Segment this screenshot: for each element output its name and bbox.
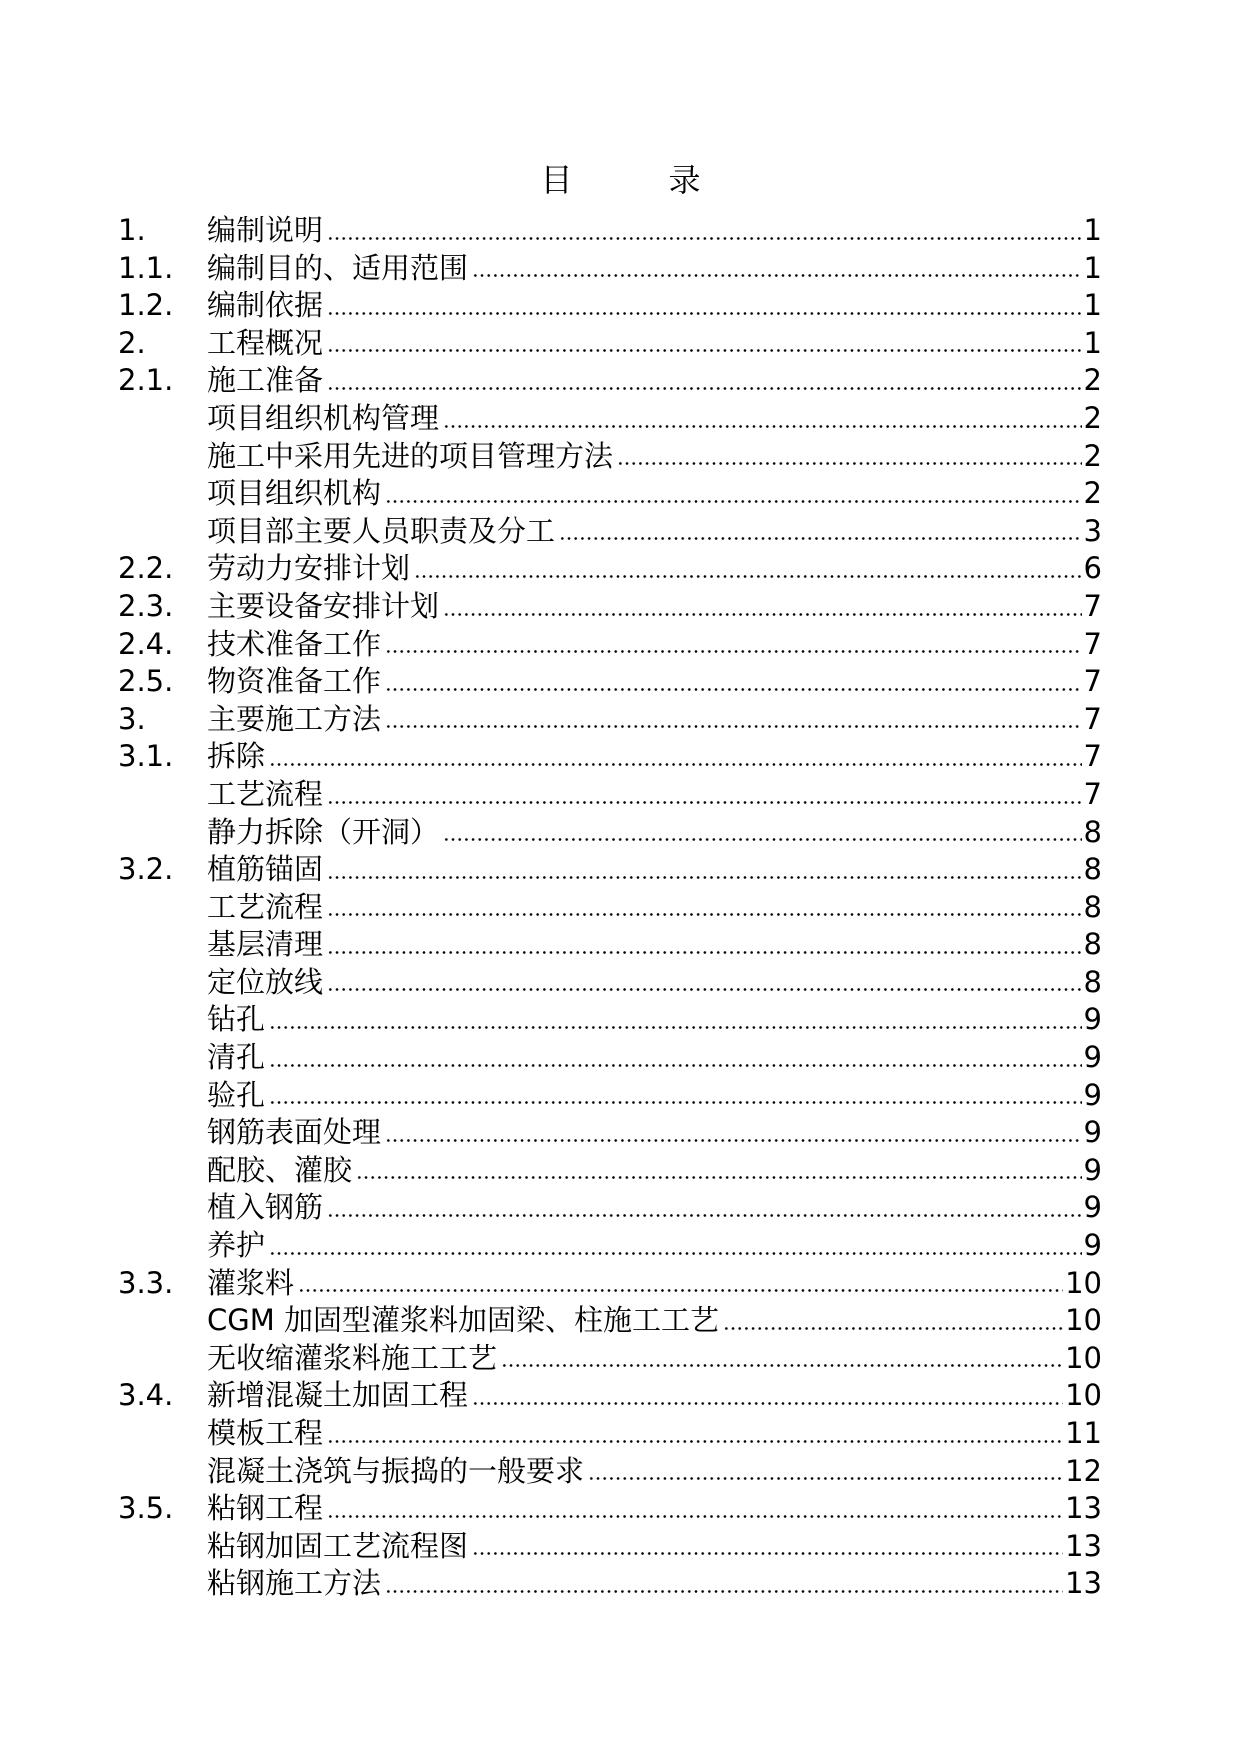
- toc-entry-title: 植入钢筋: [207, 1190, 324, 1225]
- toc-entry-page: 1: [1083, 213, 1102, 247]
- toc-entry[interactable]: [118, 1528, 1102, 1566]
- toc-entry[interactable]: [118, 287, 1102, 325]
- toc-entry[interactable]: [118, 1490, 1102, 1528]
- toc-entry-title: 劳动力安排计划: [207, 551, 411, 586]
- toc-entry-number: 2.5.: [118, 664, 174, 699]
- toc-entry-page: 9: [1083, 1040, 1102, 1075]
- toc-entry-page: 7: [1083, 588, 1102, 623]
- toc-entry-page: 7: [1083, 776, 1102, 811]
- toc-entry[interactable]: [118, 889, 1102, 927]
- toc-entry-page: 7: [1083, 664, 1102, 699]
- toc-dot-leader: [327, 362, 1082, 391]
- toc-entry-title: 施工中采用先进的项目管理方法: [207, 438, 614, 473]
- toc-entry[interactable]: [118, 738, 1102, 776]
- toc-entry-number: 2.2.: [118, 551, 174, 586]
- toc-dot-leader: [327, 325, 1082, 354]
- toc-dot-leader: [472, 250, 1082, 279]
- toc-entry-title: 钢筋表面处理: [207, 1115, 382, 1150]
- toc-entry[interactable]: [118, 1565, 1102, 1603]
- toc-entry-page: 13: [1065, 1491, 1102, 1526]
- toc-entry-number: 3.1.: [118, 739, 174, 774]
- toc-entry-page: 9: [1083, 1115, 1102, 1150]
- toc-entry-title: 配胶、灌胶: [207, 1152, 353, 1187]
- toc-heading-left: 目: [540, 161, 573, 199]
- toc-entry-title: 灌浆料: [207, 1265, 295, 1300]
- toc-entry-page: 9: [1083, 1002, 1102, 1037]
- toc-entry[interactable]: [118, 964, 1102, 1002]
- toc-entry[interactable]: [118, 701, 1102, 739]
- toc-entry-number: 3.: [118, 701, 146, 736]
- toc-entry-page: 10: [1065, 1340, 1102, 1375]
- toc-entry-title: 工程概况: [207, 325, 324, 360]
- toc-entry-page: 9: [1083, 1228, 1102, 1263]
- toc-entry-page: 8: [1083, 889, 1102, 924]
- toc-entry-page: 2: [1083, 363, 1102, 398]
- toc-entry[interactable]: [118, 1189, 1102, 1227]
- toc-entry[interactable]: [118, 1265, 1102, 1303]
- toc-entry-title: 无收缩灌浆料施工工艺: [207, 1340, 498, 1375]
- toc-entry-title: 基层清理: [207, 927, 324, 962]
- toc-entry-page: 2: [1083, 476, 1102, 511]
- toc-entry-page: 11: [1065, 1416, 1102, 1450]
- toc-entry-number: 2.3.: [118, 588, 174, 623]
- toc-entry[interactable]: [118, 1453, 1102, 1491]
- toc-dot-leader: [414, 550, 1082, 579]
- toc-entry-title: 项目组织机构管理: [207, 400, 440, 435]
- toc-entry[interactable]: [118, 475, 1102, 513]
- toc-entry-title: 静力拆除（开洞）: [207, 814, 440, 849]
- toc-dot-leader: [327, 1189, 1082, 1218]
- toc-dot-leader: [269, 738, 1082, 767]
- toc-entry-number: 1.2.: [118, 288, 174, 323]
- toc-entry-number: 3.3.: [118, 1265, 174, 1300]
- toc-entry-page: 8: [1083, 852, 1102, 887]
- toc-dot-leader: [269, 1001, 1082, 1030]
- toc-entry-title: 项目组织机构: [207, 476, 382, 511]
- toc-entry-title: 粘钢工程: [207, 1491, 324, 1526]
- toc-entry-title: 编制说明: [207, 213, 324, 247]
- toc-dot-leader: [269, 1077, 1082, 1106]
- toc-entry-title: 新增混凝土加固工程: [207, 1378, 469, 1413]
- toc-entry[interactable]: [118, 438, 1102, 476]
- toc-entry[interactable]: [118, 325, 1102, 363]
- toc-entry[interactable]: [118, 814, 1102, 852]
- toc-entry[interactable]: [118, 1039, 1102, 1077]
- toc-entry-page: 1: [1083, 325, 1102, 360]
- toc-dot-leader: [327, 776, 1082, 805]
- toc-dot-leader: [327, 1490, 1063, 1519]
- toc-entry[interactable]: [118, 1152, 1102, 1190]
- toc-entry-number: 2.4.: [118, 626, 174, 661]
- toc-entry-title: 主要设备安排计划: [207, 588, 440, 623]
- toc-entry-title: 粘钢施工方法: [207, 1566, 382, 1601]
- toc-dot-leader: [269, 1039, 1082, 1068]
- toc-entry-page: 6: [1083, 551, 1102, 586]
- toc-entry[interactable]: [118, 1001, 1102, 1039]
- toc-entry-title: 编制依据: [207, 288, 324, 323]
- toc-entry[interactable]: [118, 250, 1102, 288]
- toc-entry[interactable]: [118, 1114, 1102, 1152]
- toc-dot-leader: [298, 1265, 1063, 1294]
- toc-dot-leader: [443, 400, 1082, 429]
- toc-dot-leader: [472, 1377, 1063, 1406]
- toc-entry-title: 清孔: [207, 1040, 266, 1075]
- toc-entry[interactable]: [118, 1077, 1102, 1115]
- toc-entry-title: 编制目的、适用范围: [207, 250, 469, 285]
- toc-entry[interactable]: [118, 1302, 1102, 1340]
- toc-entry-page: 8: [1083, 964, 1102, 999]
- toc-dot-leader: [327, 287, 1082, 316]
- toc-entry-number: 3.5.: [118, 1491, 174, 1526]
- toc-entry-page: 1: [1083, 288, 1102, 323]
- toc-entry-number: 1.: [118, 213, 146, 247]
- toc-entry[interactable]: [118, 1340, 1102, 1378]
- toc-entry-title: 模板工程: [207, 1416, 324, 1450]
- toc-dot-leader: [617, 438, 1082, 467]
- toc-list: [118, 212, 1102, 1603]
- toc-dot-leader: [385, 1114, 1082, 1143]
- toc-heading-right: 录: [668, 161, 701, 199]
- toc-dot-leader: [501, 1340, 1063, 1369]
- toc-entry-title: 验孔: [207, 1077, 266, 1112]
- toc-entry-title: 物资准备工作: [207, 664, 382, 699]
- toc-entry-page: 8: [1083, 927, 1102, 962]
- toc-entry-page: 13: [1065, 1566, 1102, 1601]
- toc-dot-leader: [356, 1152, 1082, 1181]
- toc-entry-number: 1.1.: [118, 250, 174, 285]
- toc-entry-title: 工艺流程: [207, 776, 324, 811]
- toc-dot-leader: [588, 1453, 1063, 1482]
- toc-dot-leader: [327, 926, 1082, 955]
- toc-dot-leader: [385, 663, 1082, 692]
- toc-entry-title: 植筋锚固: [207, 852, 324, 887]
- toc-entry-title: 主要施工方法: [207, 701, 382, 736]
- toc-dot-leader: [559, 513, 1082, 542]
- toc-dot-leader: [723, 1302, 1063, 1331]
- toc-entry-page: 8: [1083, 814, 1102, 849]
- toc-entry-page: 2: [1083, 400, 1102, 435]
- toc-entry[interactable]: [118, 1415, 1102, 1453]
- toc-entry[interactable]: [118, 1377, 1102, 1415]
- toc-entry-number: 2.1.: [118, 363, 174, 398]
- toc-entry-number: 2.: [118, 325, 146, 360]
- toc-entry-title: 定位放线: [207, 964, 324, 999]
- toc-entry[interactable]: [118, 776, 1102, 814]
- toc-dot-leader: [269, 1227, 1082, 1256]
- toc-entry-title: 技术准备工作: [207, 626, 382, 661]
- toc-entry-title: 混凝土浇筑与振捣的一般要求: [207, 1453, 585, 1488]
- toc-entry[interactable]: [118, 926, 1102, 964]
- toc-entry[interactable]: [118, 513, 1102, 551]
- toc-dot-leader: [327, 1415, 1063, 1444]
- toc-entry[interactable]: [118, 1227, 1102, 1265]
- toc-entry-page: 10: [1065, 1265, 1102, 1300]
- toc-entry-page: 7: [1083, 739, 1102, 774]
- toc-entry-page: 9: [1083, 1077, 1102, 1112]
- toc-dot-leader: [385, 626, 1082, 655]
- toc-entry-title: CGM 加固型灌浆料加固梁、柱施工工艺: [207, 1303, 719, 1338]
- toc-entry-page: 13: [1065, 1528, 1102, 1563]
- toc-dot-leader: [385, 1565, 1063, 1594]
- toc-entry-title: 钻孔: [207, 1002, 266, 1037]
- toc-entry-title: 项目部主要人员职责及分工: [207, 513, 556, 548]
- toc-dot-leader: [472, 1528, 1063, 1557]
- toc-dot-leader: [443, 588, 1082, 617]
- toc-dot-leader: [327, 212, 1082, 241]
- toc-entry-title: 工艺流程: [207, 889, 324, 924]
- toc-entry-page: 7: [1083, 626, 1102, 661]
- toc-entry[interactable]: [118, 550, 1102, 588]
- toc-entry-page: 9: [1083, 1190, 1102, 1225]
- toc-entry-title: 施工准备: [207, 363, 324, 398]
- toc-entry[interactable]: [118, 851, 1102, 889]
- toc-entry-page: 2: [1083, 438, 1102, 473]
- toc-entry-page: 10: [1065, 1303, 1102, 1338]
- toc-entry[interactable]: [118, 626, 1102, 664]
- toc-entry-title: 拆除: [207, 739, 266, 774]
- toc-entry[interactable]: [118, 212, 1102, 250]
- toc-heading: [0, 156, 1241, 204]
- toc-dot-leader: [385, 701, 1082, 730]
- toc-entry-number: 3.4.: [118, 1378, 174, 1413]
- toc-entry-page: 3: [1083, 513, 1102, 548]
- toc-entry-page: 9: [1083, 1152, 1102, 1187]
- toc-dot-leader: [385, 475, 1082, 504]
- toc-entry-page: 1: [1083, 250, 1102, 285]
- toc-dot-leader: [327, 851, 1082, 880]
- toc-entry-page: 10: [1065, 1378, 1102, 1413]
- toc-dot-leader: [327, 889, 1082, 918]
- toc-entry-page: 7: [1083, 701, 1102, 736]
- toc-dot-leader: [327, 964, 1082, 993]
- toc-entry[interactable]: [118, 588, 1102, 626]
- toc-entry-title: 粘钢加固工艺流程图: [207, 1528, 469, 1563]
- toc-entry-page: 12: [1065, 1453, 1102, 1488]
- toc-dot-leader: [443, 814, 1082, 843]
- toc-entry-title: 养护: [207, 1228, 266, 1263]
- toc-entry[interactable]: [118, 362, 1102, 400]
- toc-entry[interactable]: [118, 663, 1102, 701]
- toc-entry-number: 3.2.: [118, 852, 174, 887]
- toc-entry[interactable]: [118, 400, 1102, 438]
